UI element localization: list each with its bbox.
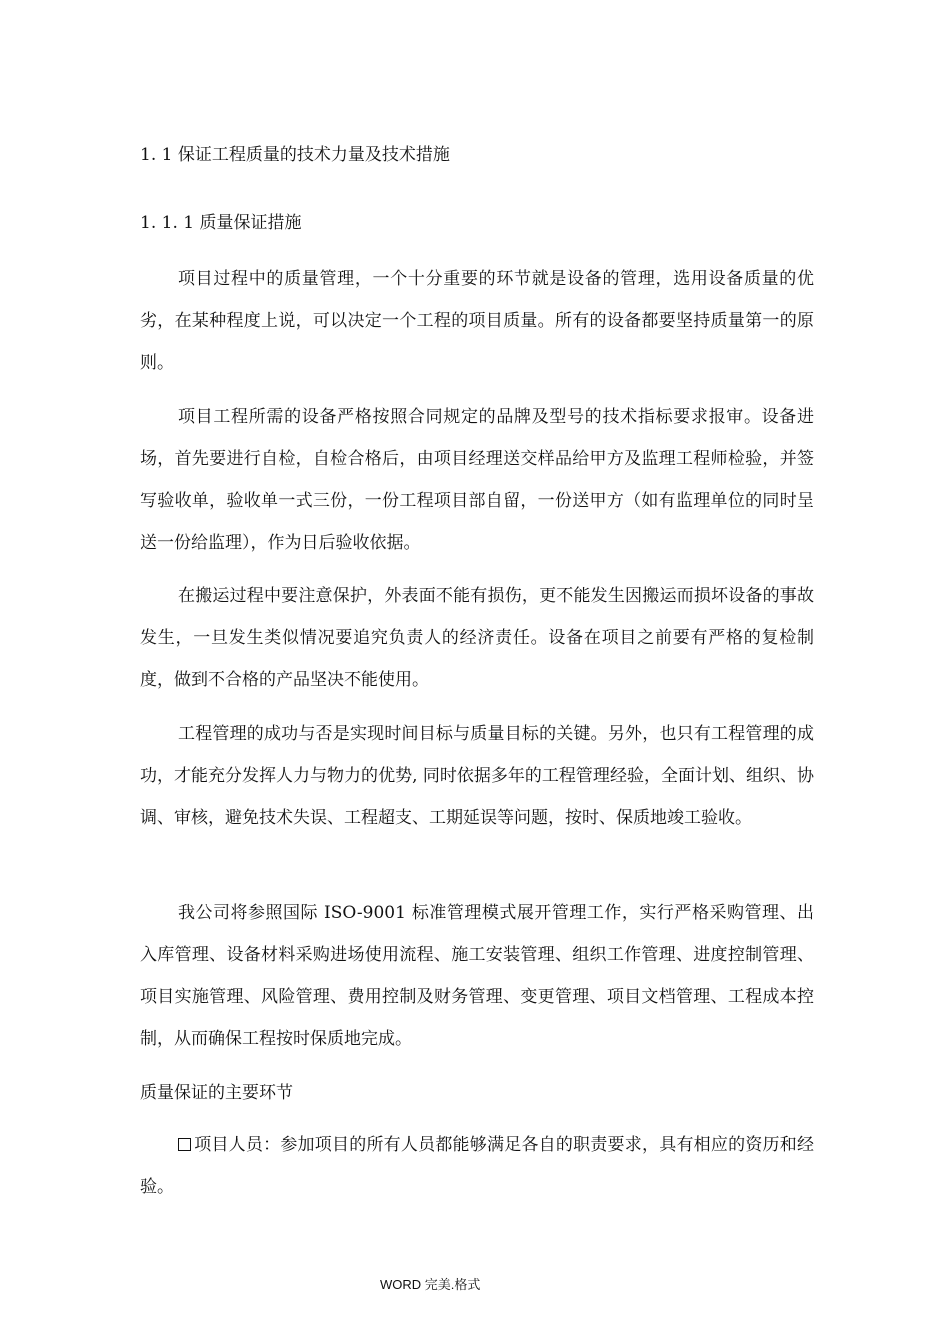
section-label: 质量保证的主要环节 xyxy=(140,1083,293,1103)
checkbox-icon xyxy=(178,1138,191,1151)
checkbox-item-text: 项目人员：参加项目的所有人员都能够满足各自的职责要求，具有相应的资历和经验。 xyxy=(140,1135,814,1197)
section-heading: 1. 1 保证工程质量的技术力量及技术措施 xyxy=(140,145,450,165)
paragraph: 项目过程中的质量管理，一个十分重要的环节就是设备的管理，选用设备质量的优劣，在某种程度上说，可以决定一个工程的项目质量。所有的设备都要坚持质量第一的原则。 xyxy=(140,269,814,373)
checkbox-list-item xyxy=(140,1124,814,1208)
subsection-heading: 1. 1. 1 质量保证措施 xyxy=(140,213,302,233)
page-footer: WORD 完美.格式 xyxy=(380,1277,481,1292)
paragraph: 项目工程所需的设备严格按照合同规定的品牌及型号的技术指标要求报审。设备进场，首先要进行自检，自检合格后，由项目经理送交样品给甲方及监理工程师检验，并签写验收单，验收单一式三份，一份工程项目部自留，一份送甲方（如有监理单位的同时呈送一份给监理），作为日后验收依据。 xyxy=(140,407,814,553)
paragraph: 我公司将参照国际 ISO-9001 标准管理模式展开管理工作，实行严格采购管理、出入库管理、设备材料采购进场使用流程、施工安装管理、组织工作管理、进度控制管理、项目实施管理、风险管理、费用控制及财务管理、变更管理、项目文档管理、工程成本控制，从而确保工程按时保质地完成。 xyxy=(140,903,814,1049)
paragraph: 在搬运过程中要注意保护，外表面不能有损伤，更不能发生因搬运而损坏设备的事故发生，一旦发生类似情况要追究负责人的经济责任。设备在项目之前要有严格的复检制度，做到不合格的产品坚决不能使用。 xyxy=(140,586,814,690)
paragraph: 工程管理的成功与否是实现时间目标与质量目标的关键。另外，也只有工程管理的成功，才能充分发挥人力与物力的优势, 同时依据多年的工程管理经验，全面计划、组织、协调、审核，避免技术失误、工程超支、工期延误等问题，按时、保质地竣工验收。 xyxy=(140,724,814,828)
